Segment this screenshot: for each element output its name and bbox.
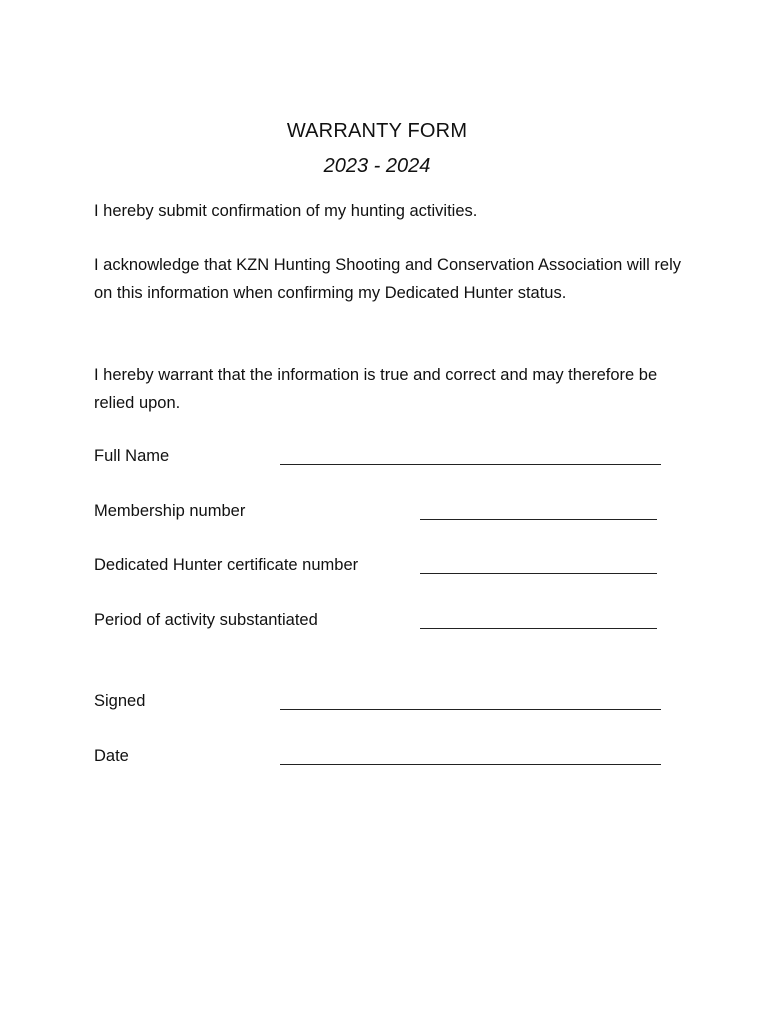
signed-label: Signed [94, 692, 146, 710]
membership-number-line[interactable] [420, 519, 657, 520]
membership-number-label: Membership number [94, 502, 246, 520]
form-year: 2023 - 2024 [323, 155, 431, 177]
signature-line[interactable] [280, 709, 661, 710]
date-line[interactable] [280, 764, 661, 765]
paragraph-submit: I hereby submit confirmation of my hunting activities. [94, 202, 478, 220]
date-label: Date [94, 747, 129, 765]
certificate-number-label: Dedicated Hunter certificate number [94, 556, 359, 574]
full-name-line[interactable] [280, 464, 661, 465]
full-name-label: Full Name [94, 447, 170, 465]
form-title: WARRANTY FORM [286, 120, 468, 142]
certificate-number-line[interactable] [420, 573, 657, 574]
period-label: Period of activity substantiated [94, 611, 318, 629]
period-line[interactable] [420, 628, 657, 629]
paragraph-warrant: I hereby warrant that the information is true and correct and may therefore be relied upon. [94, 366, 658, 412]
paragraph-acknowledge: I acknowledge that KZN Hunting Shooting and Conservation Association will rely on this information when confirming my Dedicated Hunter status. [94, 256, 681, 302]
